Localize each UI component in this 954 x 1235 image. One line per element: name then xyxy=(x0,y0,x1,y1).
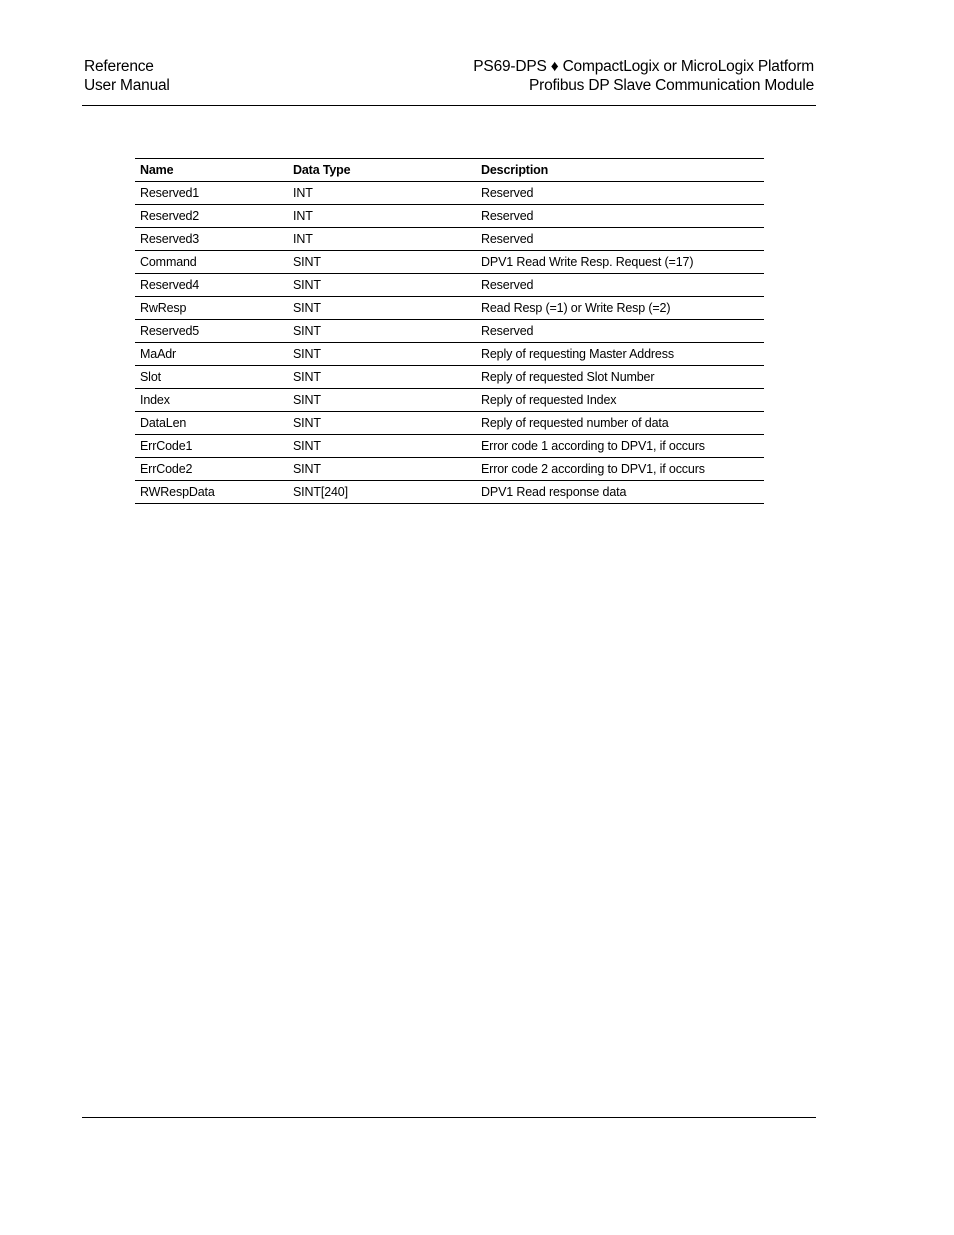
header-right xyxy=(473,57,814,95)
cell-description: Error code 1 according to DPV1, if occurs xyxy=(476,435,764,458)
table-row xyxy=(135,389,764,412)
table-row xyxy=(135,481,764,504)
cell-name: Index xyxy=(135,389,288,412)
cell-data-type: SINT xyxy=(288,435,476,458)
cell-name: Reserved4 xyxy=(135,274,288,297)
cell-name: Command xyxy=(135,251,288,274)
cell-description: Error code 2 according to DPV1, if occurs xyxy=(476,458,764,481)
cell-description: DPV1 Read Write Resp. Request (=17) xyxy=(476,251,764,274)
header-section-title: Reference xyxy=(84,58,154,75)
cell-description: Reply of requested Slot Number xyxy=(476,366,764,389)
cell-name: RwResp xyxy=(135,297,288,320)
cell-description: Reply of requested Index xyxy=(476,389,764,412)
table-row xyxy=(135,297,764,320)
table-row xyxy=(135,228,764,251)
footer-divider xyxy=(82,1117,816,1118)
header-product-title: PS69-DPS ♦ CompactLogix or MicroLogix Platform xyxy=(473,58,814,75)
cell-data-type: SINT xyxy=(288,320,476,343)
cell-data-type: SINT xyxy=(288,458,476,481)
cell-description: Reserved xyxy=(476,205,764,228)
cell-name: DataLen xyxy=(135,412,288,435)
table-row xyxy=(135,205,764,228)
cell-name: ErrCode2 xyxy=(135,458,288,481)
cell-name: RWRespData xyxy=(135,481,288,504)
column-header-data-type: Data Type xyxy=(288,159,476,182)
cell-data-type: SINT xyxy=(288,412,476,435)
header-left xyxy=(84,57,170,95)
parameter-table xyxy=(135,158,764,504)
cell-name: MaAdr xyxy=(135,343,288,366)
cell-data-type: INT xyxy=(288,228,476,251)
cell-description: Reply of requested number of data xyxy=(476,412,764,435)
cell-description: Read Resp (=1) or Write Resp (=2) xyxy=(476,297,764,320)
cell-description: Reply of requesting Master Address xyxy=(476,343,764,366)
cell-name: ErrCode1 xyxy=(135,435,288,458)
header-document-type: User Manual xyxy=(84,77,170,94)
cell-data-type: INT xyxy=(288,182,476,205)
cell-description: Reserved xyxy=(476,320,764,343)
cell-data-type: SINT xyxy=(288,274,476,297)
cell-description: Reserved xyxy=(476,182,764,205)
header-product-subtitle: Profibus DP Slave Communication Module xyxy=(528,77,814,94)
cell-description: Reserved xyxy=(476,274,764,297)
cell-name: Slot xyxy=(135,366,288,389)
cell-name: Reserved5 xyxy=(135,320,288,343)
table-row xyxy=(135,343,764,366)
cell-name: Reserved1 xyxy=(135,182,288,205)
table-header-row xyxy=(135,159,764,182)
header-divider xyxy=(82,105,816,106)
cell-data-type: SINT xyxy=(288,343,476,366)
column-header-name: Name xyxy=(135,159,288,182)
cell-data-type: SINT xyxy=(288,251,476,274)
table-row xyxy=(135,458,764,481)
cell-data-type: INT xyxy=(288,205,476,228)
cell-name: Reserved3 xyxy=(135,228,288,251)
table-row xyxy=(135,366,764,389)
table-row xyxy=(135,412,764,435)
cell-data-type: SINT xyxy=(288,366,476,389)
cell-data-type: SINT[240] xyxy=(288,481,476,504)
table-row xyxy=(135,320,764,343)
cell-name: Reserved2 xyxy=(135,205,288,228)
table-row xyxy=(135,182,764,205)
cell-description: DPV1 Read response data xyxy=(476,481,764,504)
column-header-description: Description xyxy=(476,159,764,182)
table-row xyxy=(135,274,764,297)
cell-description: Reserved xyxy=(476,228,764,251)
cell-data-type: SINT xyxy=(288,389,476,412)
table-row xyxy=(135,251,764,274)
cell-data-type: SINT xyxy=(288,297,476,320)
table-row xyxy=(135,435,764,458)
